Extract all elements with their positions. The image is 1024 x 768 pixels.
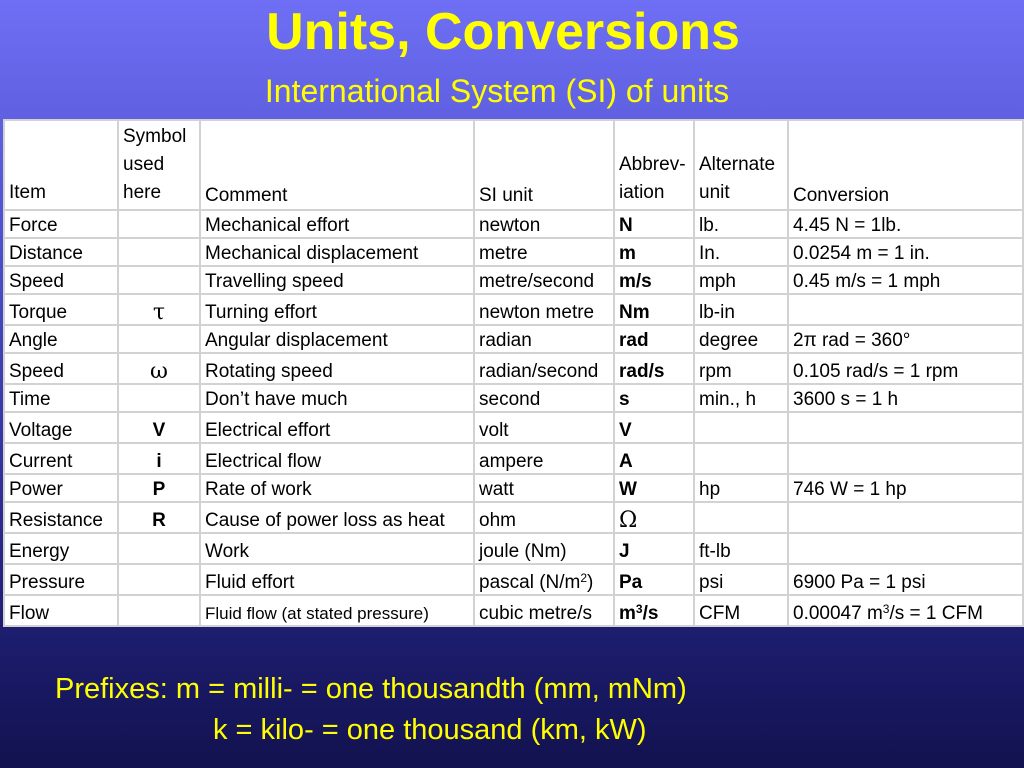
cell-alternate-unit: CFM — [694, 595, 788, 626]
cell-item: Flow — [4, 595, 118, 626]
cell-abbreviation: Nm — [614, 294, 694, 325]
cell-comment: Rate of work — [200, 474, 474, 502]
cell-symbol: i — [118, 443, 200, 474]
cell-abbreviation: A — [614, 443, 694, 474]
cell-symbol: τ — [118, 294, 200, 325]
cell-conversion — [788, 443, 1023, 474]
table-row — [4, 210, 1023, 238]
units-table — [3, 119, 1024, 627]
cell-symbol: V — [118, 412, 200, 443]
cell-si-unit: ohm — [474, 502, 614, 533]
table-row — [4, 443, 1023, 474]
cell-si-unit: metre/second — [474, 266, 614, 294]
cell-symbol — [118, 238, 200, 266]
cell-abbreviation: V — [614, 412, 694, 443]
cell-item: Pressure — [4, 564, 118, 595]
cell-item: Speed — [4, 353, 118, 384]
header-abbreviation: Abbrev-iation — [614, 120, 694, 210]
header-comment: Comment — [200, 120, 474, 210]
cell-item: Voltage — [4, 412, 118, 443]
cell-alternate-unit: rpm — [694, 353, 788, 384]
cell-alternate-unit: hp — [694, 474, 788, 502]
cell-conversion — [788, 412, 1023, 443]
cell-comment: Cause of power loss as heat — [200, 502, 474, 533]
cell-abbreviation: Pa — [614, 564, 694, 595]
cell-abbreviation: m/s — [614, 266, 694, 294]
header-alternate-unit: Alternate unit — [694, 120, 788, 210]
header-si-unit: SI unit — [474, 120, 614, 210]
table-row — [4, 412, 1023, 443]
cell-conversion: 0.105 rad/s = 1 rpm — [788, 353, 1023, 384]
table-row — [4, 595, 1023, 626]
cell-si-unit: radian — [474, 325, 614, 353]
table-row — [4, 294, 1023, 325]
cell-alternate-unit — [694, 443, 788, 474]
cell-conversion: 2π rad = 360° — [788, 325, 1023, 353]
cell-item: Distance — [4, 238, 118, 266]
cell-si-unit: metre — [474, 238, 614, 266]
table-row — [4, 325, 1023, 353]
cell-abbreviation: J — [614, 533, 694, 564]
cell-comment: Fluid effort — [200, 564, 474, 595]
cell-conversion: 0.0254 m = 1 in. — [788, 238, 1023, 266]
cell-comment: Work — [200, 533, 474, 564]
cell-comment: Electrical flow — [200, 443, 474, 474]
cell-item: Torque — [4, 294, 118, 325]
cell-conversion: 3600 s = 1 h — [788, 384, 1023, 412]
cell-alternate-unit: lb-in — [694, 294, 788, 325]
cell-item: Resistance — [4, 502, 118, 533]
cell-symbol — [118, 210, 200, 238]
cell-si-unit: joule (Nm) — [474, 533, 614, 564]
cell-si-unit: cubic metre/s — [474, 595, 614, 626]
cell-abbreviation: s — [614, 384, 694, 412]
cell-conversion: 6900 Pa = 1 psi — [788, 564, 1023, 595]
header-symbol: Symbol used here — [118, 120, 200, 210]
cell-abbreviation: Ω — [614, 502, 694, 533]
cell-si-unit: newton metre — [474, 294, 614, 325]
table-row — [4, 533, 1023, 564]
table-row — [4, 474, 1023, 502]
slide-subtitle: International System (SI) of units — [264, 73, 730, 109]
cell-alternate-unit: ft-lb — [694, 533, 788, 564]
table-row — [4, 238, 1023, 266]
cell-alternate-unit — [694, 412, 788, 443]
cell-abbreviation: m — [614, 238, 694, 266]
cell-alternate-unit: lb. — [694, 210, 788, 238]
cell-symbol — [118, 595, 200, 626]
cell-comment: Mechanical effort — [200, 210, 474, 238]
cell-symbol — [118, 325, 200, 353]
cell-item: Energy — [4, 533, 118, 564]
cell-abbreviation: N — [614, 210, 694, 238]
cell-alternate-unit: In. — [694, 238, 788, 266]
cell-conversion: 0.00047 $m^3/s = 1$ CFM — [788, 595, 1023, 626]
cell-conversion — [788, 502, 1023, 533]
cell-symbol — [118, 533, 200, 564]
cell-alternate-unit: min., h — [694, 384, 788, 412]
cell-si-unit: newton — [474, 210, 614, 238]
cell-si-unit: volt — [474, 412, 614, 443]
header-item: Item — [4, 120, 118, 210]
cell-comment: Don’t have much — [200, 384, 474, 412]
cell-conversion — [788, 533, 1023, 564]
prefix-milli-note: Prefixes: m = milli- = one thousandth (mm, mNm) — [55, 673, 687, 705]
cell-conversion — [788, 294, 1023, 325]
cell-abbreviation: W — [614, 474, 694, 502]
cell-symbol — [118, 266, 200, 294]
cell-alternate-unit: degree — [694, 325, 788, 353]
prefix-kilo-note: k = kilo- = one thousand (km, kW) — [213, 714, 647, 746]
cell-alternate-unit — [694, 502, 788, 533]
table-row — [4, 502, 1023, 533]
cell-comment: Angular displacement — [200, 325, 474, 353]
slide-title: Units, Conversions — [266, 3, 740, 61]
table-header-row — [4, 120, 1023, 210]
cell-conversion: 746 W = 1 hp — [788, 474, 1023, 502]
cell-item: Power — [4, 474, 118, 502]
cell-item: Force — [4, 210, 118, 238]
cell-alternate-unit: mph — [694, 266, 788, 294]
table-row — [4, 353, 1023, 384]
cell-si-unit: watt — [474, 474, 614, 502]
cell-comment: Travelling speed — [200, 266, 474, 294]
cell-symbol: R — [118, 502, 200, 533]
cell-conversion: 0.45 m/s = 1 mph — [788, 266, 1023, 294]
cell-comment: Fluid flow (at stated pressure) — [200, 595, 474, 626]
cell-symbol: P — [118, 474, 200, 502]
cell-comment: Turning effort — [200, 294, 474, 325]
cell-comment: Electrical effort — [200, 412, 474, 443]
cell-item: Speed — [4, 266, 118, 294]
cell-symbol — [118, 384, 200, 412]
cell-abbreviation: rad/s — [614, 353, 694, 384]
header-conversion: Conversion — [788, 120, 1023, 210]
cell-comment: Mechanical displacement — [200, 238, 474, 266]
cell-alternate-unit: psi — [694, 564, 788, 595]
cell-comment: Rotating speed — [200, 353, 474, 384]
cell-conversion: 4.45 N = 1lb. — [788, 210, 1023, 238]
cell-item: Current — [4, 443, 118, 474]
cell-si-unit: second — [474, 384, 614, 412]
cell-symbol: ω — [118, 353, 200, 384]
table-row — [4, 384, 1023, 412]
cell-si-unit: pascal $(N/m^2)$ — [474, 564, 614, 595]
cell-abbreviation: $m^3/s$ — [614, 595, 694, 626]
cell-si-unit: ampere — [474, 443, 614, 474]
cell-si-unit: radian/second — [474, 353, 614, 384]
cell-symbol — [118, 564, 200, 595]
cell-item: Angle — [4, 325, 118, 353]
cell-abbreviation: rad — [614, 325, 694, 353]
table-row — [4, 564, 1023, 595]
cell-item: Time — [4, 384, 118, 412]
table-row — [4, 266, 1023, 294]
